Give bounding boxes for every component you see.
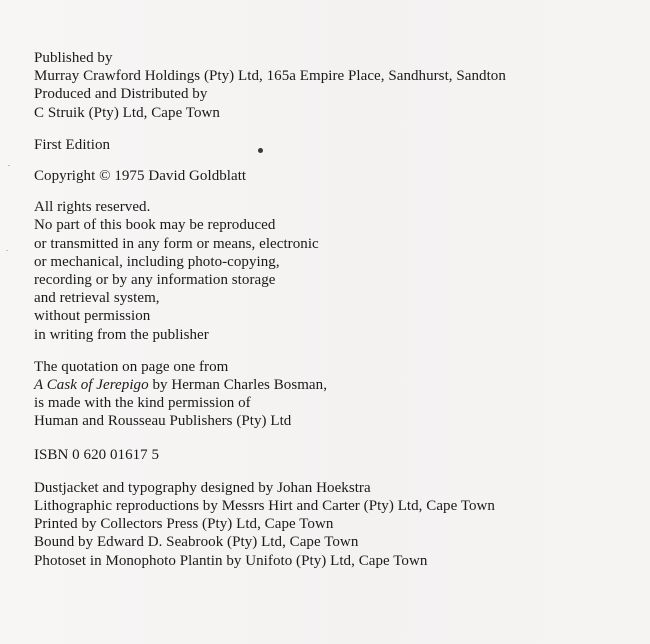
rights-line: All rights reserved. bbox=[34, 199, 151, 216]
credit-line: Lithographic reproductions by Messrs Hirt and Carter (Pty) Ltd, Cape Town bbox=[34, 498, 495, 515]
rights-line: or mechanical, including photo-copying, bbox=[34, 253, 280, 270]
copyright-text-block bbox=[34, 49, 634, 570]
rights-line: No part of this book may be reproduced bbox=[34, 217, 276, 234]
quotation-source-line bbox=[34, 376, 634, 394]
isbn: ISBN 0 620 01617 5 bbox=[34, 446, 160, 463]
edition: First Edition bbox=[34, 136, 111, 153]
book-title: A Cask of Jerepigo bbox=[34, 377, 149, 394]
credit-line: Dustjacket and typography designed by Johan Hoekstra bbox=[34, 479, 371, 496]
quotation-line: is made with the kind permission of bbox=[34, 395, 251, 412]
paper-mark bbox=[8, 165, 10, 166]
copyright-block bbox=[34, 167, 634, 185]
isbn-block bbox=[34, 446, 634, 464]
quotation-line: The quotation on page one from bbox=[34, 358, 229, 375]
credit-line: Photoset in Monophoto Plantin by Unifoto (Pty) Ltd, Cape Town bbox=[34, 552, 428, 569]
rights-block bbox=[34, 198, 634, 344]
published-by-label: Published by bbox=[34, 50, 113, 66]
rights-line: in writing from the publisher bbox=[34, 326, 209, 343]
produced-label: Produced and Distributed by bbox=[34, 86, 208, 103]
rights-line: recording or by any information storage bbox=[34, 272, 276, 289]
publisher-name: Murray Crawford Holdings (Pty) Ltd, 165a Empire Place, Sandhurst, Sandton bbox=[34, 68, 506, 85]
credit-line: Bound by Edward D. Seabrook (Pty) Ltd, Cape Town bbox=[34, 534, 359, 551]
quotation-block bbox=[34, 358, 634, 431]
credits-block bbox=[34, 479, 634, 570]
quotation-line: Human and Rousseau Publishers (Pty) Ltd bbox=[34, 413, 292, 430]
book-author: by Herman Charles Bosman, bbox=[148, 377, 327, 394]
rights-line: without permission bbox=[34, 308, 151, 325]
edition-block bbox=[34, 136, 634, 154]
distributor-name: C Struik (Pty) Ltd, Cape Town bbox=[34, 104, 220, 121]
publisher-block bbox=[34, 49, 634, 122]
credit-line: Printed by Collectors Press (Pty) Ltd, Cape Town bbox=[34, 516, 334, 533]
paper-mark bbox=[6, 250, 8, 251]
copyright-notice: Copyright © 1975 David Goldblatt bbox=[34, 168, 247, 185]
rights-line: and retrieval system, bbox=[34, 290, 160, 307]
rights-line: or transmitted in any form or means, electronic bbox=[34, 235, 319, 252]
